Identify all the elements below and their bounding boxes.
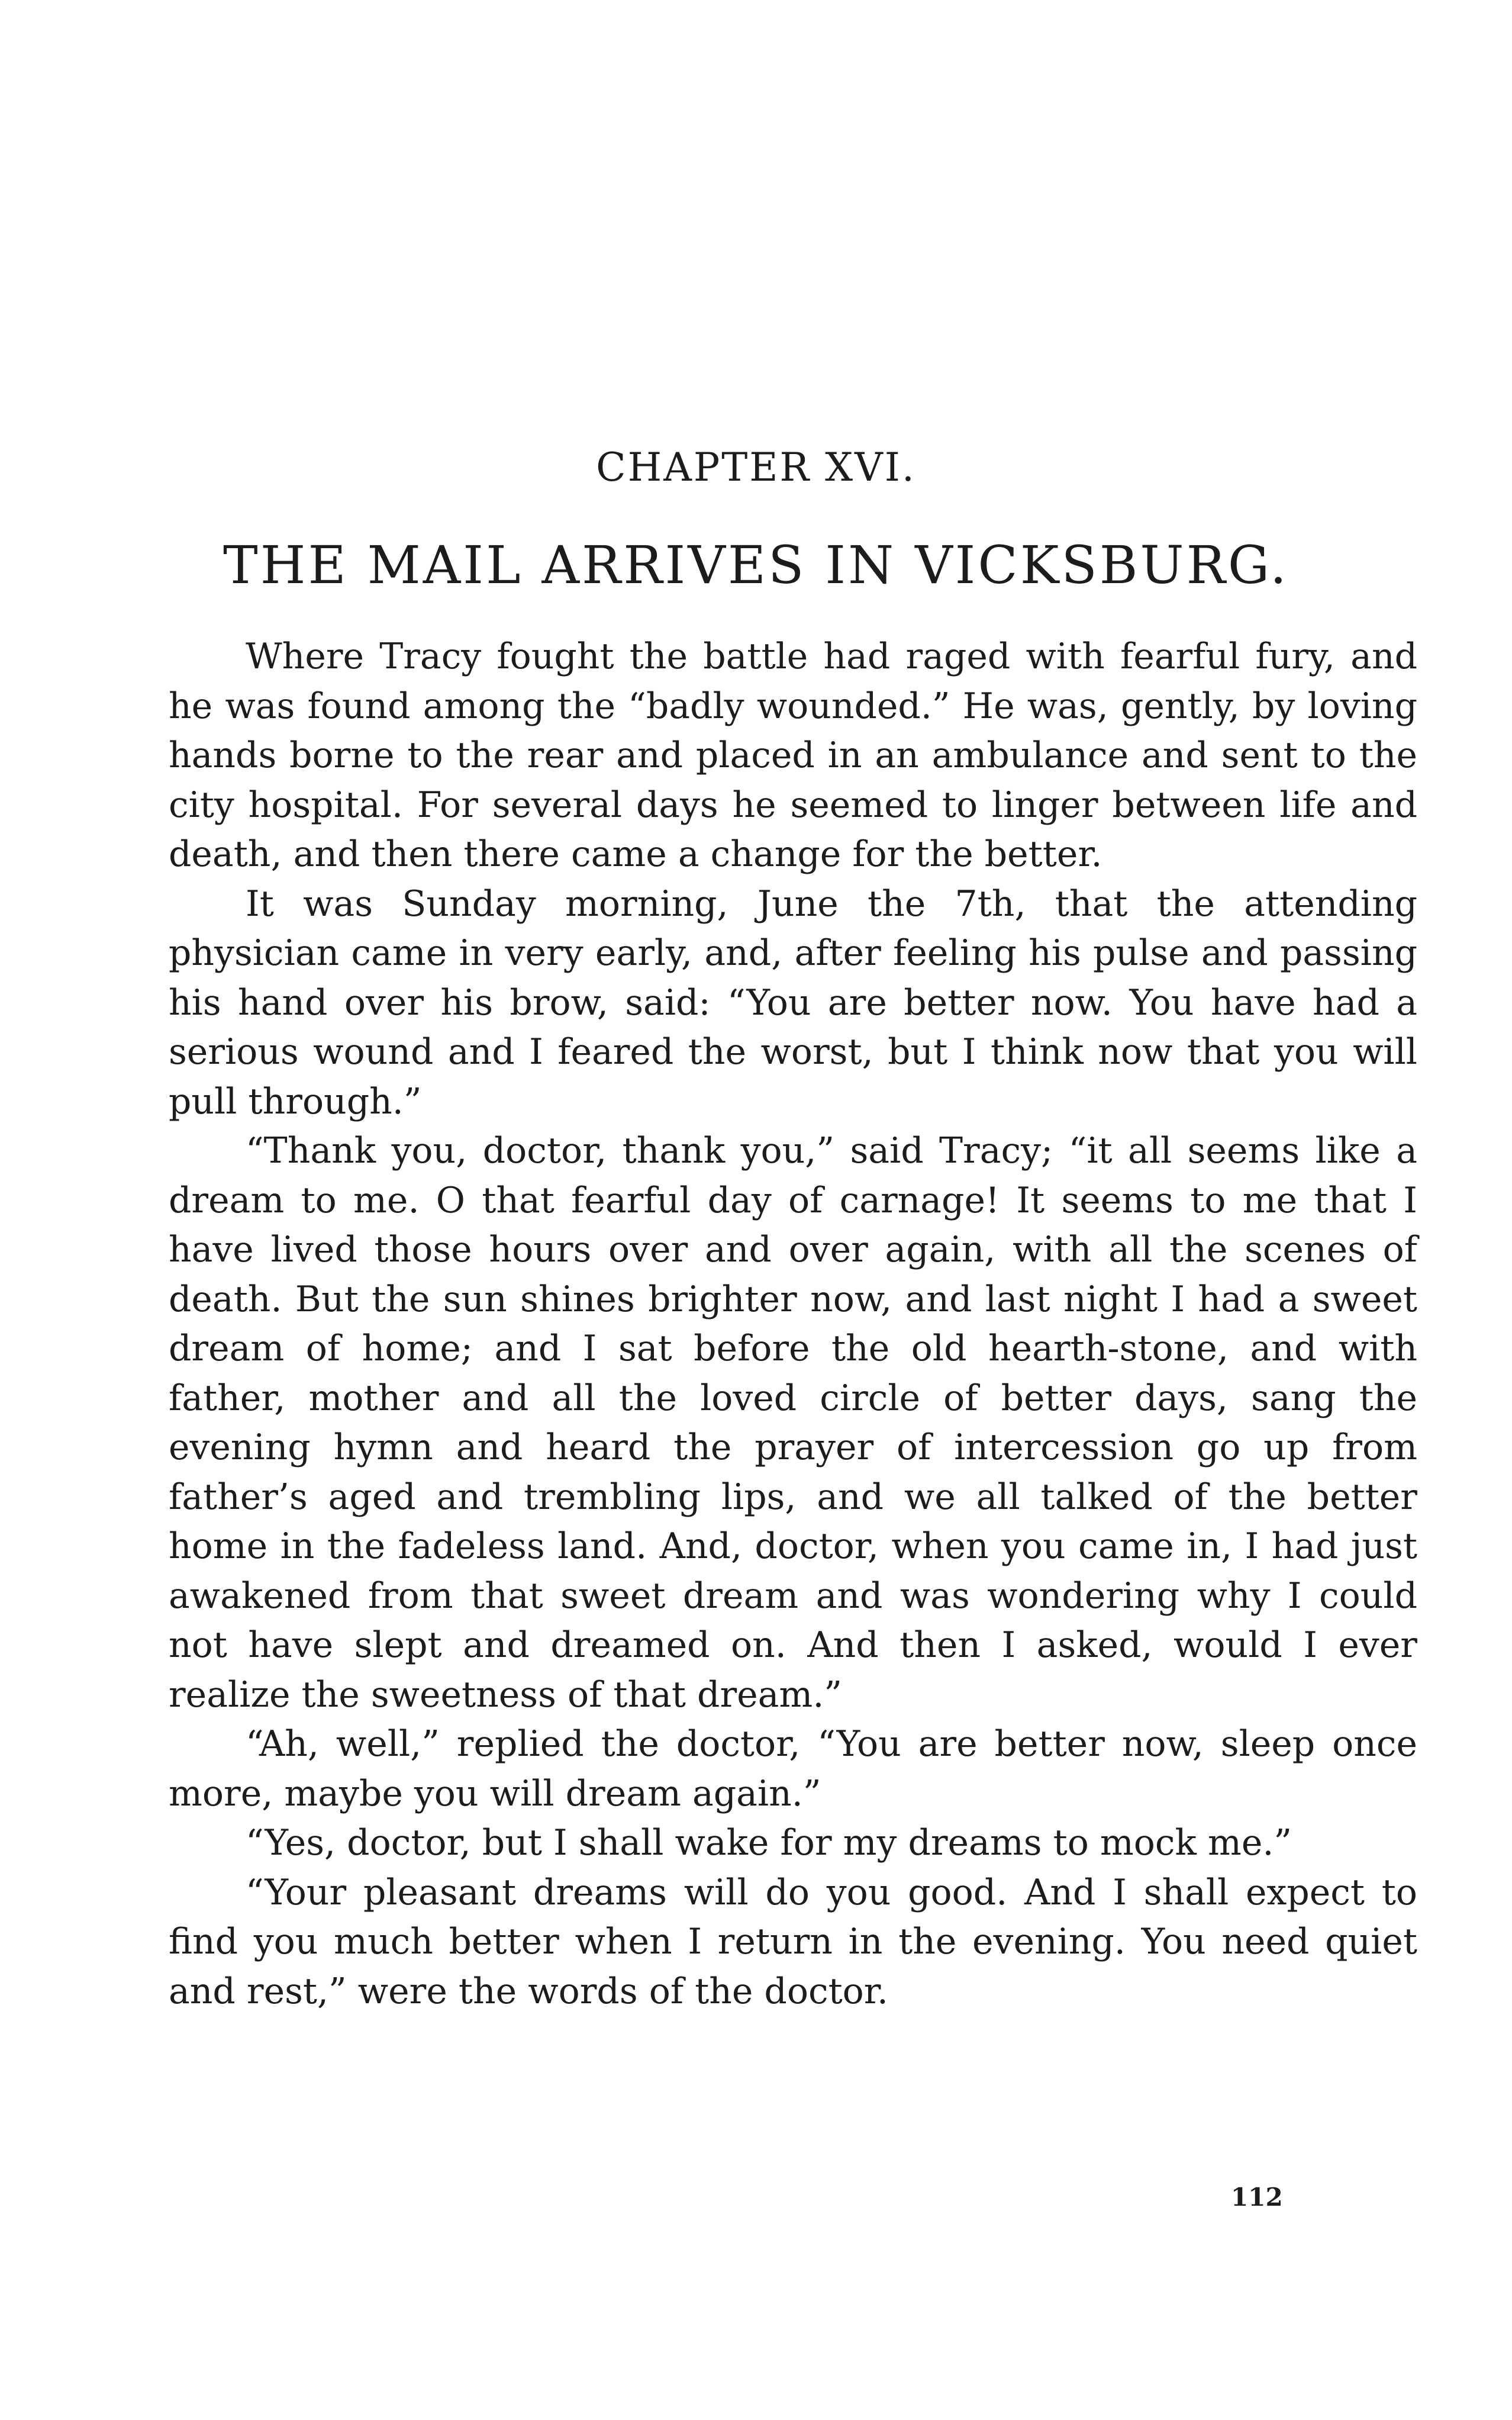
page-number: 112 <box>1231 2183 1283 2212</box>
chapter-title: THE MAIL ARRIVES IN VICKSBURG. <box>223 535 1289 596</box>
paragraph: “Thank you, doctor, thank you,” said Tracy; “it all seems like a dream to me. O that fearful day of carnage! It seems to me that I have lived those hours over and over again, with all the scenes of death. But the sun shines brighter now, and last night I had a sweet dream of home; and I sat before the old hearth-stone, and with father, mother and all the loved circle of better days, sang the evening hymn and heard the prayer of intercession go up from father’s aged and trembling lips, and we all talked of the better home in the fadeless land. And, doctor, when you came in, I had just awakened from that sweet dream and was wondering why I could not have slept and dreamed on. And then I asked, would I ever realize the sweetness of that dream.” <box>169 1130 1417 1716</box>
paragraph: It was Sunday morning, June the 7th, that the attending physician came in very early, and, after feeling his pulse and passing his hand over his brow, said: “You are better now. You have had a serious wound and I feared the worst, but I think now that you will pull through.” <box>169 883 1417 1122</box>
paragraph: “Your pleasant dreams will do you good. And I shall expect to find you much better when I return in the evening. You need quiet and rest,” were the words of the doctor. <box>169 1871 1417 2012</box>
paragraph: “Yes, doctor, but I shall wake for my dreams to mock me.” <box>246 1822 1292 1864</box>
chapter-number: CHAPTER XVI. <box>596 445 916 490</box>
paragraph: “Ah, well,” replied the doctor, “You are better now, sleep once more, maybe you will dream again.” <box>169 1723 1417 1814</box>
paragraph: Where Tracy fought the battle had raged with fearful fury, and he was found among the “badly wounded.” He was, gently, by loving hands borne to the rear and placed in an ambulance and sent to the city hospital. For several days he seemed to linger between life and death, and then there came a change for the better. <box>169 636 1417 875</box>
chapter-body <box>169 632 1417 2016</box>
